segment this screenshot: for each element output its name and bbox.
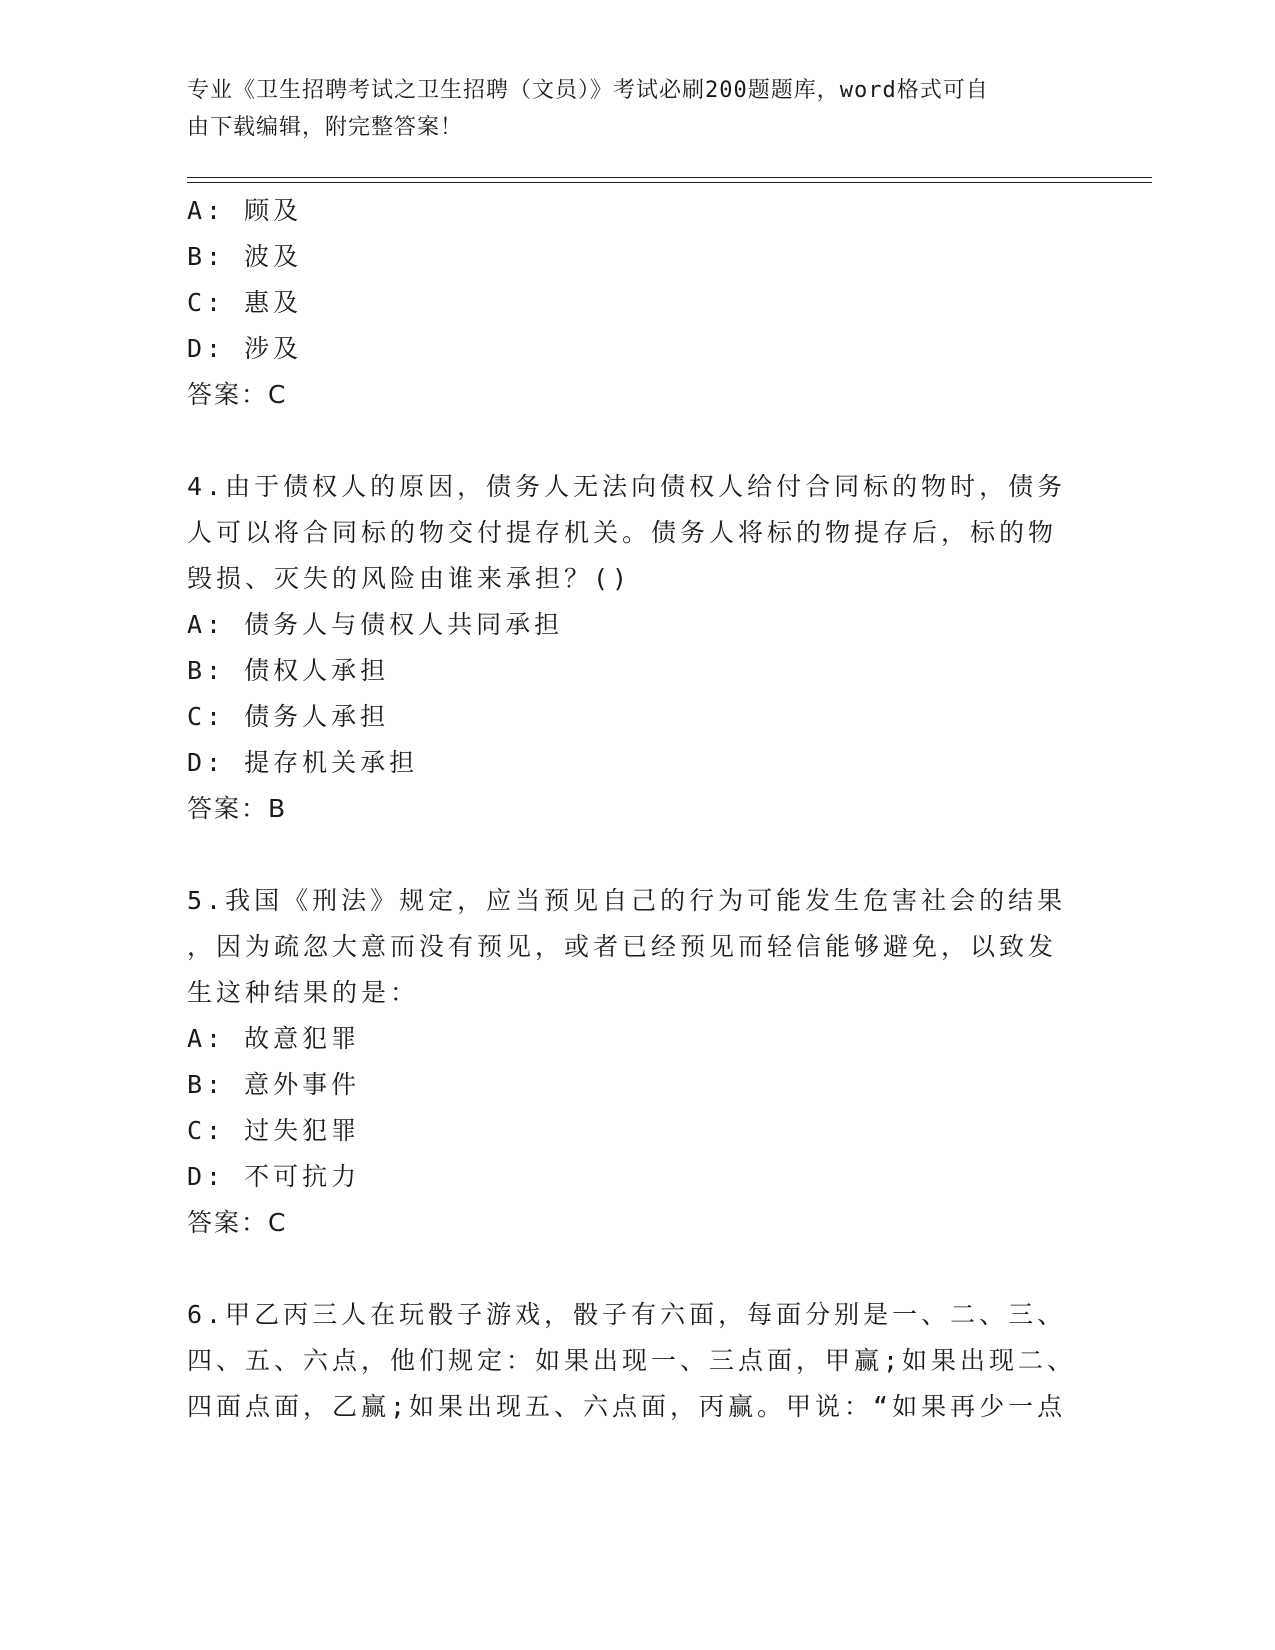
header-line-2: 由下载编辑，附完整答案！	[187, 115, 464, 140]
document-body	[187, 188, 1077, 1430]
option-b: B: 债权人承担	[187, 656, 390, 685]
answer-line: 答案：C	[187, 1208, 288, 1237]
question-text-line: 四面点面，乙赢;如果出现五、六点面，丙赢。甲说：“如果再少一点	[187, 1392, 1067, 1421]
answer-line: 答案：C	[187, 380, 288, 409]
question-text-line: 毁损、灭失的风险由谁来承担？()	[187, 564, 632, 593]
option-d: D: 涉及	[187, 334, 303, 363]
option-c: C: 债务人承担	[187, 702, 390, 731]
option-a: A: 顾及	[187, 196, 303, 225]
option-b: B: 意外事件	[187, 1070, 361, 1099]
document-header	[187, 72, 1067, 146]
question-text-line: 生这种结果的是：	[187, 978, 420, 1007]
header-divider-bottom	[187, 182, 1152, 183]
question-text-line: 4.由于债权人的原因，债务人无法向债权人给付合同标的物时，债务	[187, 472, 1067, 501]
question-text-line: 5.我国《刑法》规定，应当预见自己的行为可能发生危害社会的结果	[187, 886, 1067, 915]
question-text-line: ，因为疏忽大意而没有预见，或者已经预见而轻信能够避免，以致发	[187, 932, 1058, 961]
option-a: A: 故意犯罪	[187, 1024, 361, 1053]
question-4	[187, 464, 1067, 832]
option-c: C: 惠及	[187, 288, 303, 317]
option-b: B: 波及	[187, 242, 303, 271]
answer-line: 答案：B	[187, 794, 288, 823]
question-6	[187, 1292, 1077, 1430]
question-text-line: 6.甲乙丙三人在玩骰子游戏，骰子有六面，每面分别是一、二、三、	[187, 1300, 1067, 1329]
header-line-1: 专业《卫生招聘考试之卫生招聘（文员）》考试必刷200题题库，word格式可自	[187, 78, 989, 103]
option-a: A: 债务人与债权人共同承担	[187, 610, 564, 639]
question-text-line: 四、五、六点，他们规定：如果出现一、三点面，甲赢;如果出现二、	[187, 1346, 1077, 1375]
option-c: C: 过失犯罪	[187, 1116, 361, 1145]
option-d: D: 不可抗力	[187, 1162, 361, 1191]
option-d: D: 提存机关承担	[187, 748, 419, 777]
question-5	[187, 878, 1067, 1246]
header-divider-top	[187, 177, 1152, 178]
question-3-options	[187, 188, 1067, 418]
question-text-line: 人可以将合同标的物交付提存机关。债务人将标的物提存后，标的物	[187, 518, 1058, 547]
